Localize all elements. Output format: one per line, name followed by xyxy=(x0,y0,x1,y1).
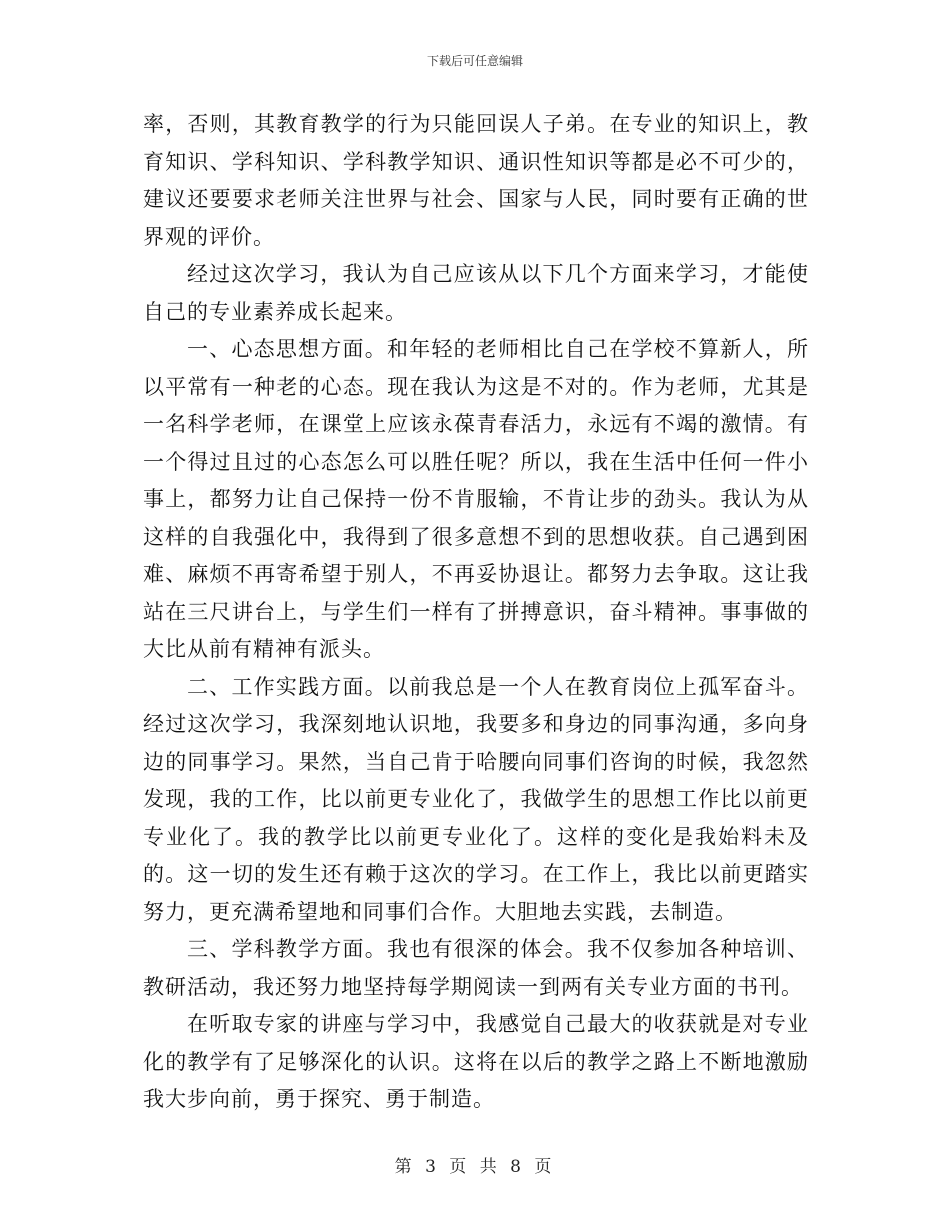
paragraph-1: 率，否则，其教育教学的行为只能回误人子弟。在专业的知识上，教育知识、学科知识、学科教学知识、通识性知识等都是必不可少的，建议还要要求老师关注世界与社会、国家与人民，同时要有正确的世界观的评价。 xyxy=(143,112,809,249)
document-body xyxy=(143,106,809,1119)
page-number-footer: 第 3 页 共 8 页 xyxy=(394,1157,556,1177)
paragraph-3: 一、心态思想方面。和年轻的老师相比自己在学校不算新人，所以平常有一种老的心态。现在我认为这是不对的。作为老师，尤其是一名科学老师，在课堂上应该永葆青春活力，永远有不竭的激情。有一个得过且过的心态怎么可以胜任呢？所以，我在生活中任何一件小事上，都努力让自己保持一份不肯服输，不肯让步的劲头。我认为从这样的自我强化中，我得到了很多意想不到的思想收获。自己遇到困难、麻烦不再寄希望于别人，不再妥协退让。都努力去争取。这让我站在三尺讲台上，与学生们一样有了拼搏意识，奋斗精神。事事做的大比从前有精神有派头。 xyxy=(143,337,809,661)
paragraph-2: 经过这次学习，我认为自己应该从以下几个方面来学习，才能使自己的专业素养成长起来。 xyxy=(143,262,809,324)
header-note: 下载后可任意编辑 xyxy=(426,54,523,68)
paragraph-6: 在听取专家的讲座与学习中，我感觉自己最大的收获就是对专业化的教学有了足够深化的认识。这将在以后的教学之路上不断地激励我大步向前，勇于探究、勇于制造。 xyxy=(143,1012,809,1111)
paragraph-4: 二、工作实践方面。以前我总是一个人在教育岗位上孤军奋斗。经过这次学习，我深刻地认识地，我要多和身边的同事沟通，多向身边的同事学习。果然，当自己肯于哈腰向同事们咨询的时候，我忽然发现，我的工作，比以前更专业化了，我做学生的思想工作比以前更专业化了。我的教学比以前更专业化了。这样的变化是我始料未及的。这一切的发生还有赖于这次的学习。在工作上，我比以前更踏实努力，更充满希望地和同事们合作。大胆地去实践，去制造。 xyxy=(143,674,809,924)
paragraph-5: 三、学科教学方面。我也有很深的体会。我不仅参加各种培训、教研活动，我还努力地坚持每学期阅读一到两有关专业方面的书刊。 xyxy=(143,937,809,999)
